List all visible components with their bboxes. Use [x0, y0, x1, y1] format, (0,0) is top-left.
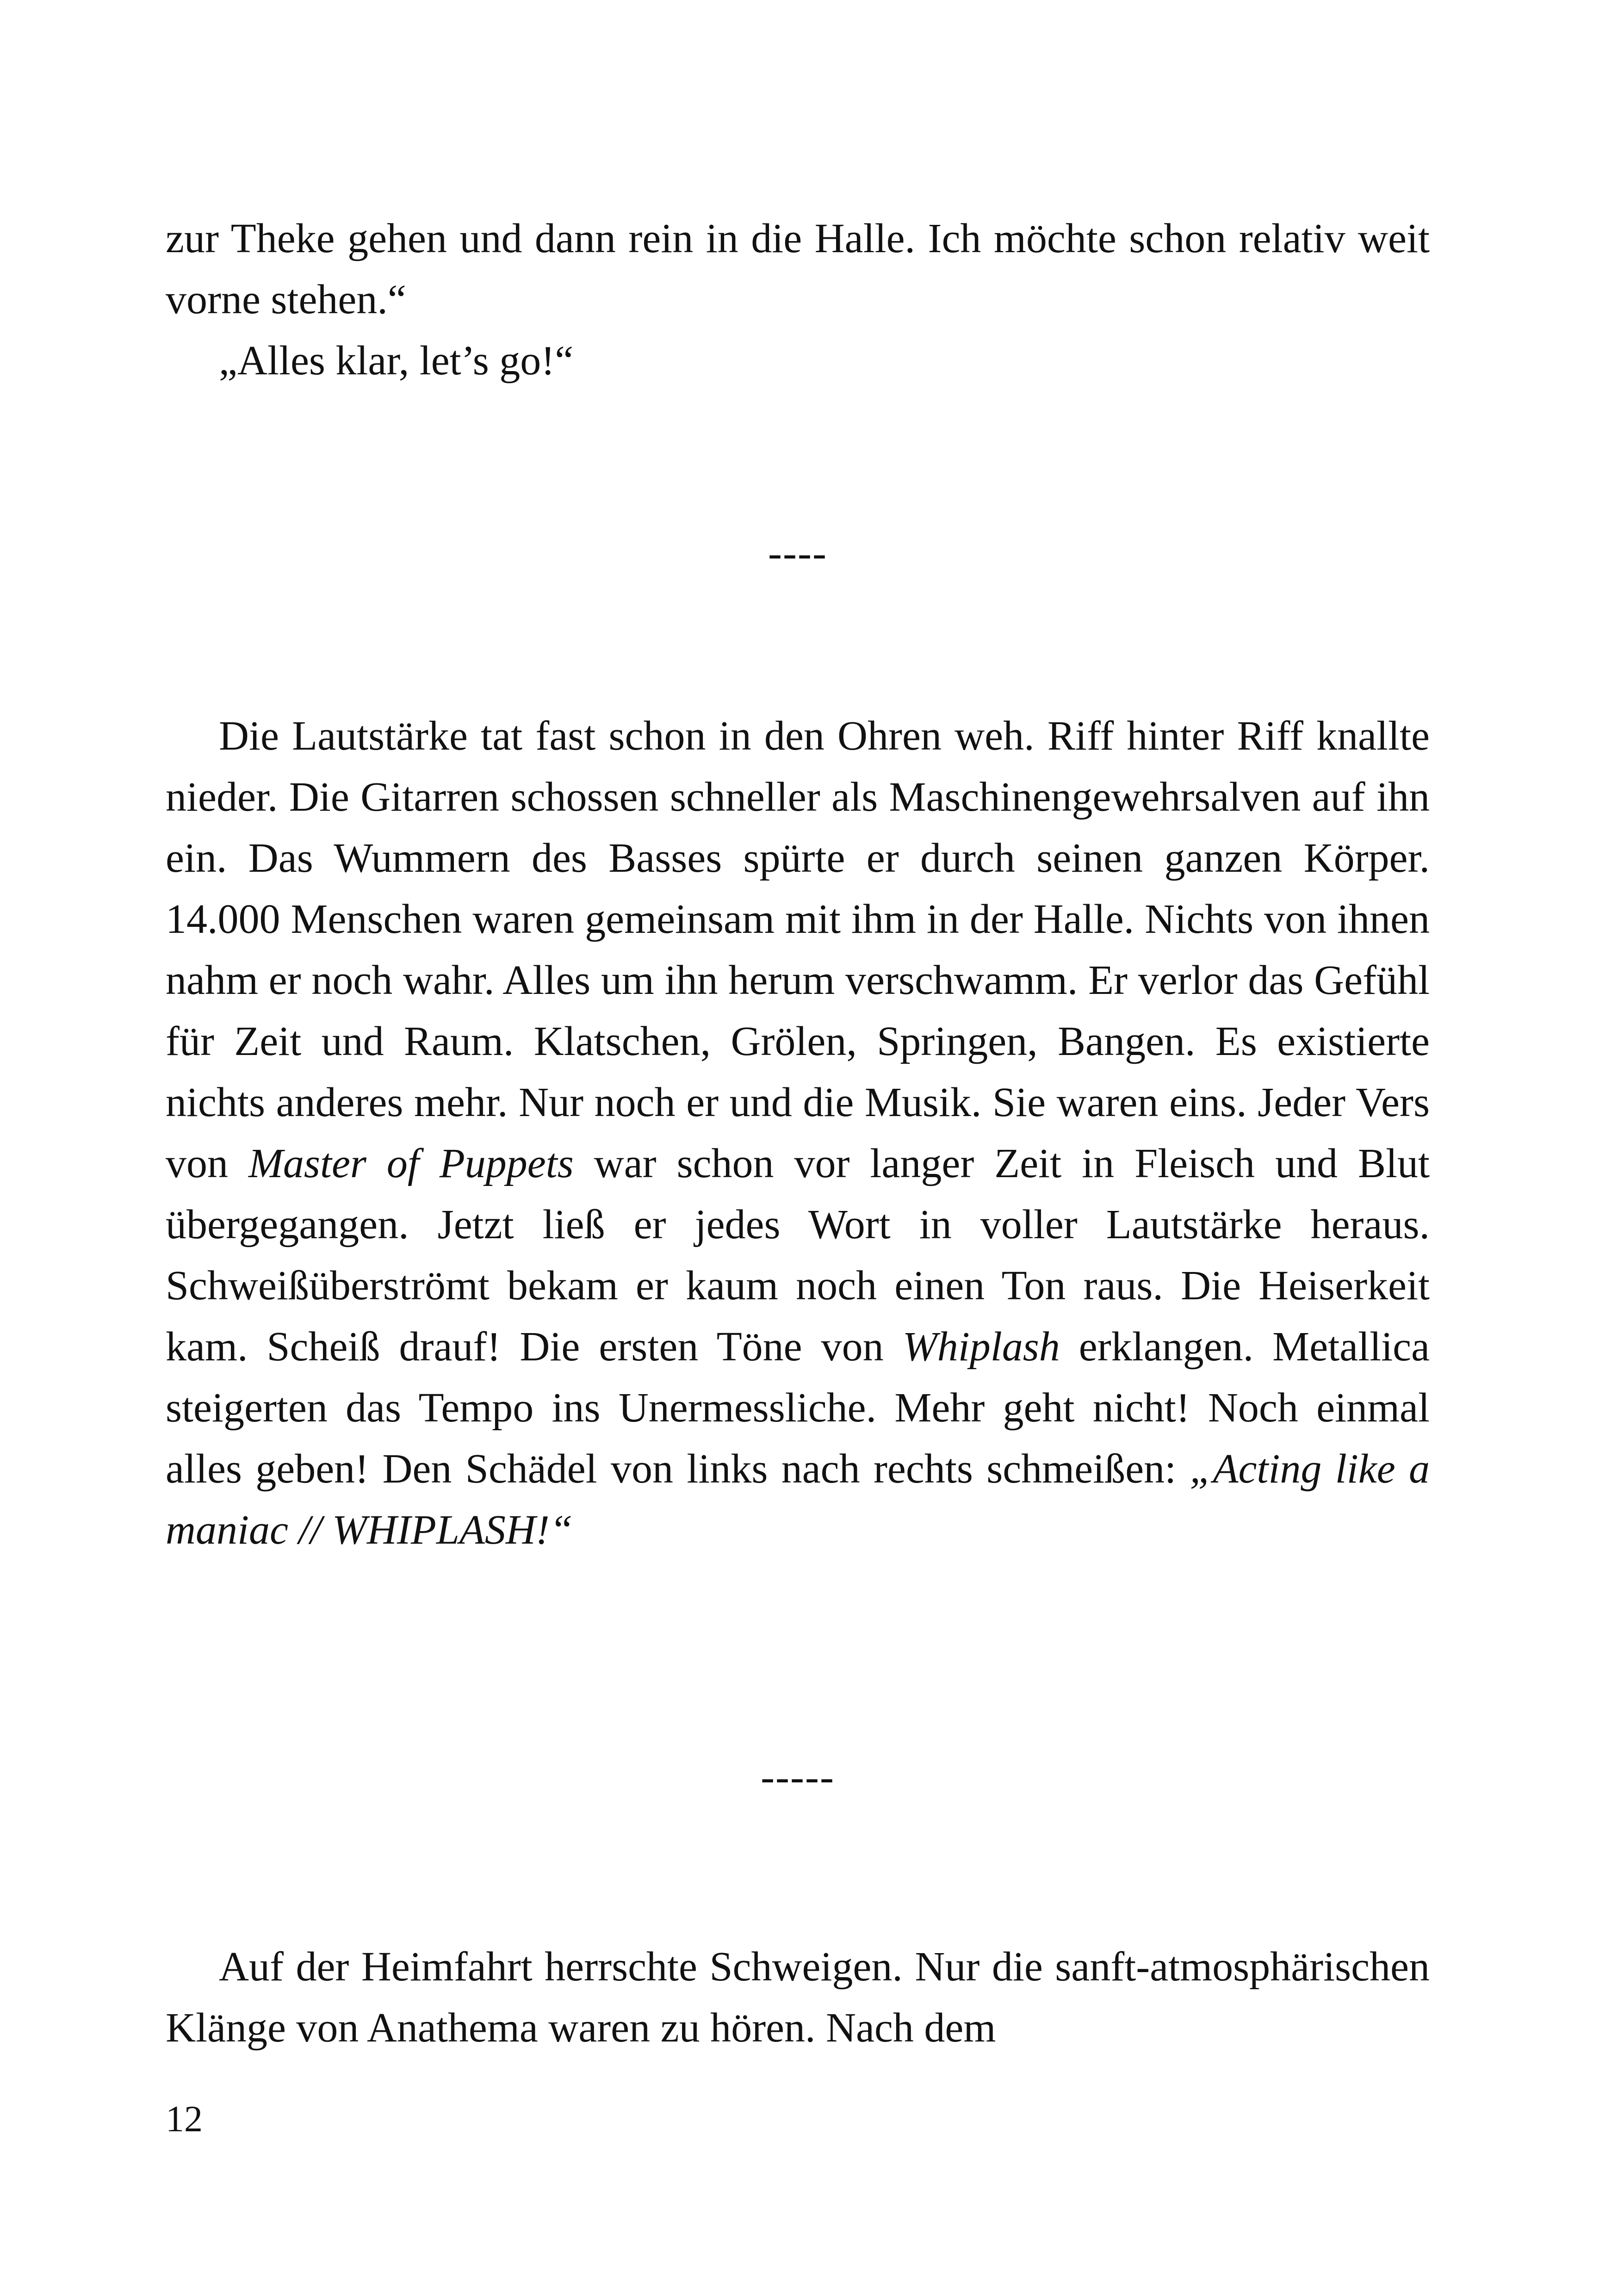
text-block-1 — [166, 208, 1430, 391]
section-separator: ---- — [768, 530, 827, 576]
paragraph: Auf der Heimfahrt herrschte Schweigen. Nur die sanft-atmosphärischen Klänge von Anathema waren zu hören. Nach dem — [166, 1944, 1430, 2051]
song-title: Whiplash — [902, 1324, 1060, 1370]
paragraph: zur Theke gehen und dann rein in die Halle. Ich möchte schon relativ weit vorne stehen.“ — [166, 216, 1430, 323]
paragraph-text: war schon vor langer Zeit in Fleisch und Blut übergegangen. Jetzt ließ er jedes Wort in voller Lautstärke heraus. Schweißüberströmt bekam er kaum noch einen Ton raus. Die Heiserkeit kam. Scheiß drauf! Die ersten Töne von — [166, 1141, 1430, 1370]
text-block-3 — [166, 1936, 1430, 2059]
paragraph: „Alles klar, let’s go!“ — [219, 338, 574, 384]
lyric-quote: „Acting like a maniac // WHIPLASH!“ — [166, 1446, 1430, 1553]
text-block-2 — [166, 706, 1430, 1561]
section-separator: ----- — [761, 1754, 835, 1800]
page-number: 12 — [166, 2099, 203, 2140]
song-title: Master of Puppets — [248, 1141, 574, 1186]
paragraph-text: Die Lautstärke tat fast schon in den Ohren weh. Riff hinter Riff knallte nieder. Die Gitarren schossen schneller als Maschinengewehrsalven auf ihn ein. Das Wummern des Basses spürte er durch seinen ganzen Körper. 14.000 Menschen waren gemeinsam mit ihm in der Halle. Nichts von ihnen nahm er noch wahr. Alles um ihn herum verschwamm. Er verlor das Gefühl für Zeit und Raum. Klatschen, Grölen, Springen, Bangen. Es existierte nichts anderes mehr. Nur noch er und die Musik. Sie waren eins. Jeder Vers von — [166, 713, 1430, 1186]
paragraph-text: erklangen. Metallica steigerten das Tempo ins Unermessliche. Mehr geht nicht! Noch einmal alles geben! Den Schädel von links nach rechts schmeißen: — [166, 1324, 1430, 1492]
paragraph — [166, 706, 1430, 1561]
